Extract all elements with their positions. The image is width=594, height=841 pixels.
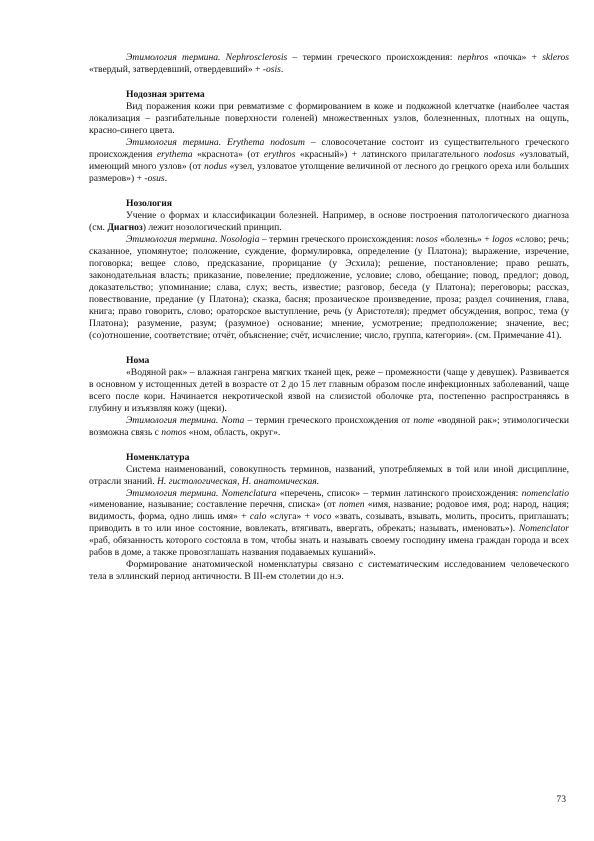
paragraph: Этимология термина. Noma – термин греческого происхождения от nome «водяной рак»; этимологически возможна связь с nomos «ном, область, округ». [89, 414, 570, 438]
section-gap [89, 76, 569, 89]
paragraph: Система наименований, совокупность терминов, названий, употребляемых в той или иной дисциплине, отрасли знаний. Н. гистологическая, Н. анатомическая. [89, 463, 569, 487]
page-number: 73 [556, 794, 566, 805]
paragraph: Этимология термина. Erythema nodosum – словосочетание состоит из существительного греческого происхождения erythema «краснота» (от erythros «красный») + латинского прилагательного nodosus «узловатый, имеющий много узлов» (от nodus «узел, узловатое утолщение величиной от лесного до грецкого ореха или больших размеров») + -osus. [89, 136, 569, 184]
section-gap [89, 185, 569, 198]
section-gap [89, 439, 569, 452]
document-page [89, 52, 569, 583]
section-heading: Нома [126, 354, 150, 366]
section-gap [89, 342, 569, 355]
section-heading: Нодозная эритема [126, 88, 205, 100]
paragraph: Вид поражения кожи при ревматизме с формированием в коже и подкожной клетчатке (наиболее частая локализация – разгибательные поверхности голеней) множественных узлов, болезненных, плотных на ощупь, красно-синего цвета. [89, 100, 569, 136]
paragraph: Учение о формах и классификации болезней. Например, в основе построения патологического диагноза (см. Диагноз) лежит нозологический принцип. [89, 209, 569, 233]
paragraph: Формирование анатомической номенклатуры связано с систематическим исследованием человеческого тела в эллинский период античности. В III-ем столетии до н.э. [89, 559, 569, 583]
paragraph: Этимология термина. Nomenclatura «перечень, список» – термин латинского происхождения: nomenclatio «именование, называние; составление перечня, списка» (от nomen «имя, название; родовое имя, род; народ, нация; видимость, форма, одно лишь имя» + calo «слуга» + voco «звать, созывать, взывать, молить, просить, приглашать; приводить в то или иное состояние, вовлекать, втягивать, ввергать, обрекать; называть, именовать»). Nomenclator «раб, обязанность которого состояла в том, чтобы знать и называть своему господину имена граждан города и всех рабов в доме, а также провозглашать названия подаваемых кушаний». [89, 487, 570, 559]
section-heading: Нозология [126, 197, 172, 209]
section-heading: Номенклатура [126, 451, 190, 463]
paragraph: Этимология термина. Nosologia – термин греческого происхождения: nosos «болезнь» + logos «слово; речь; сказанное, упомянутое; положение, суждение, формулировка, определение (у Платона); выражение, изречение, поговорка; вещее слово, предсказание, прорицание (у Эсхила); решение, постановление; право решать, законодательная власть; приказание, повеление; предложение, условие; слово, обещание; повод, предлог; довод, доказательство; упоминание; слава, слух; весть, известие; разговор, беседа (у Платона); переговоры; рассказ, повествование, предание (у Платона); сказка, басня; прозаическое произведение, проза; раздел сочинения, глава, книга; право говорить, слово; ораторское выступление, речь (у Аристотеля); предмет обсуждения, вопрос, тема (у Платона); разумение, разум; (разумное) основание; мнение, усмотрение; предположение; значение, вес; (со)отношение, соответствие; отчёт, объяснение; счёт, исчисление; число, группа, категория». (см. Примечание 41). [89, 233, 569, 341]
paragraph: Этимология термина. Nephrosclerosis – термин греческого происхождения: nephros «почка» + skleros «твердый, затвердевший, отвердевший» + -osis. [89, 52, 570, 75]
paragraph: «Водяной рак» – влажная гангрена мягких тканей щек, реже – промежности (чаще у девушек). Развивается в основном у истощенных детей в возрасте от 2 до 15 лет главным образом после инфекционных заболеваний, чаще всего после кори. Начинается некротической язвой на слизистой оболочке рта, постепенно распространяясь в глубину и изъязвляя кожу (щеки). [89, 366, 569, 414]
